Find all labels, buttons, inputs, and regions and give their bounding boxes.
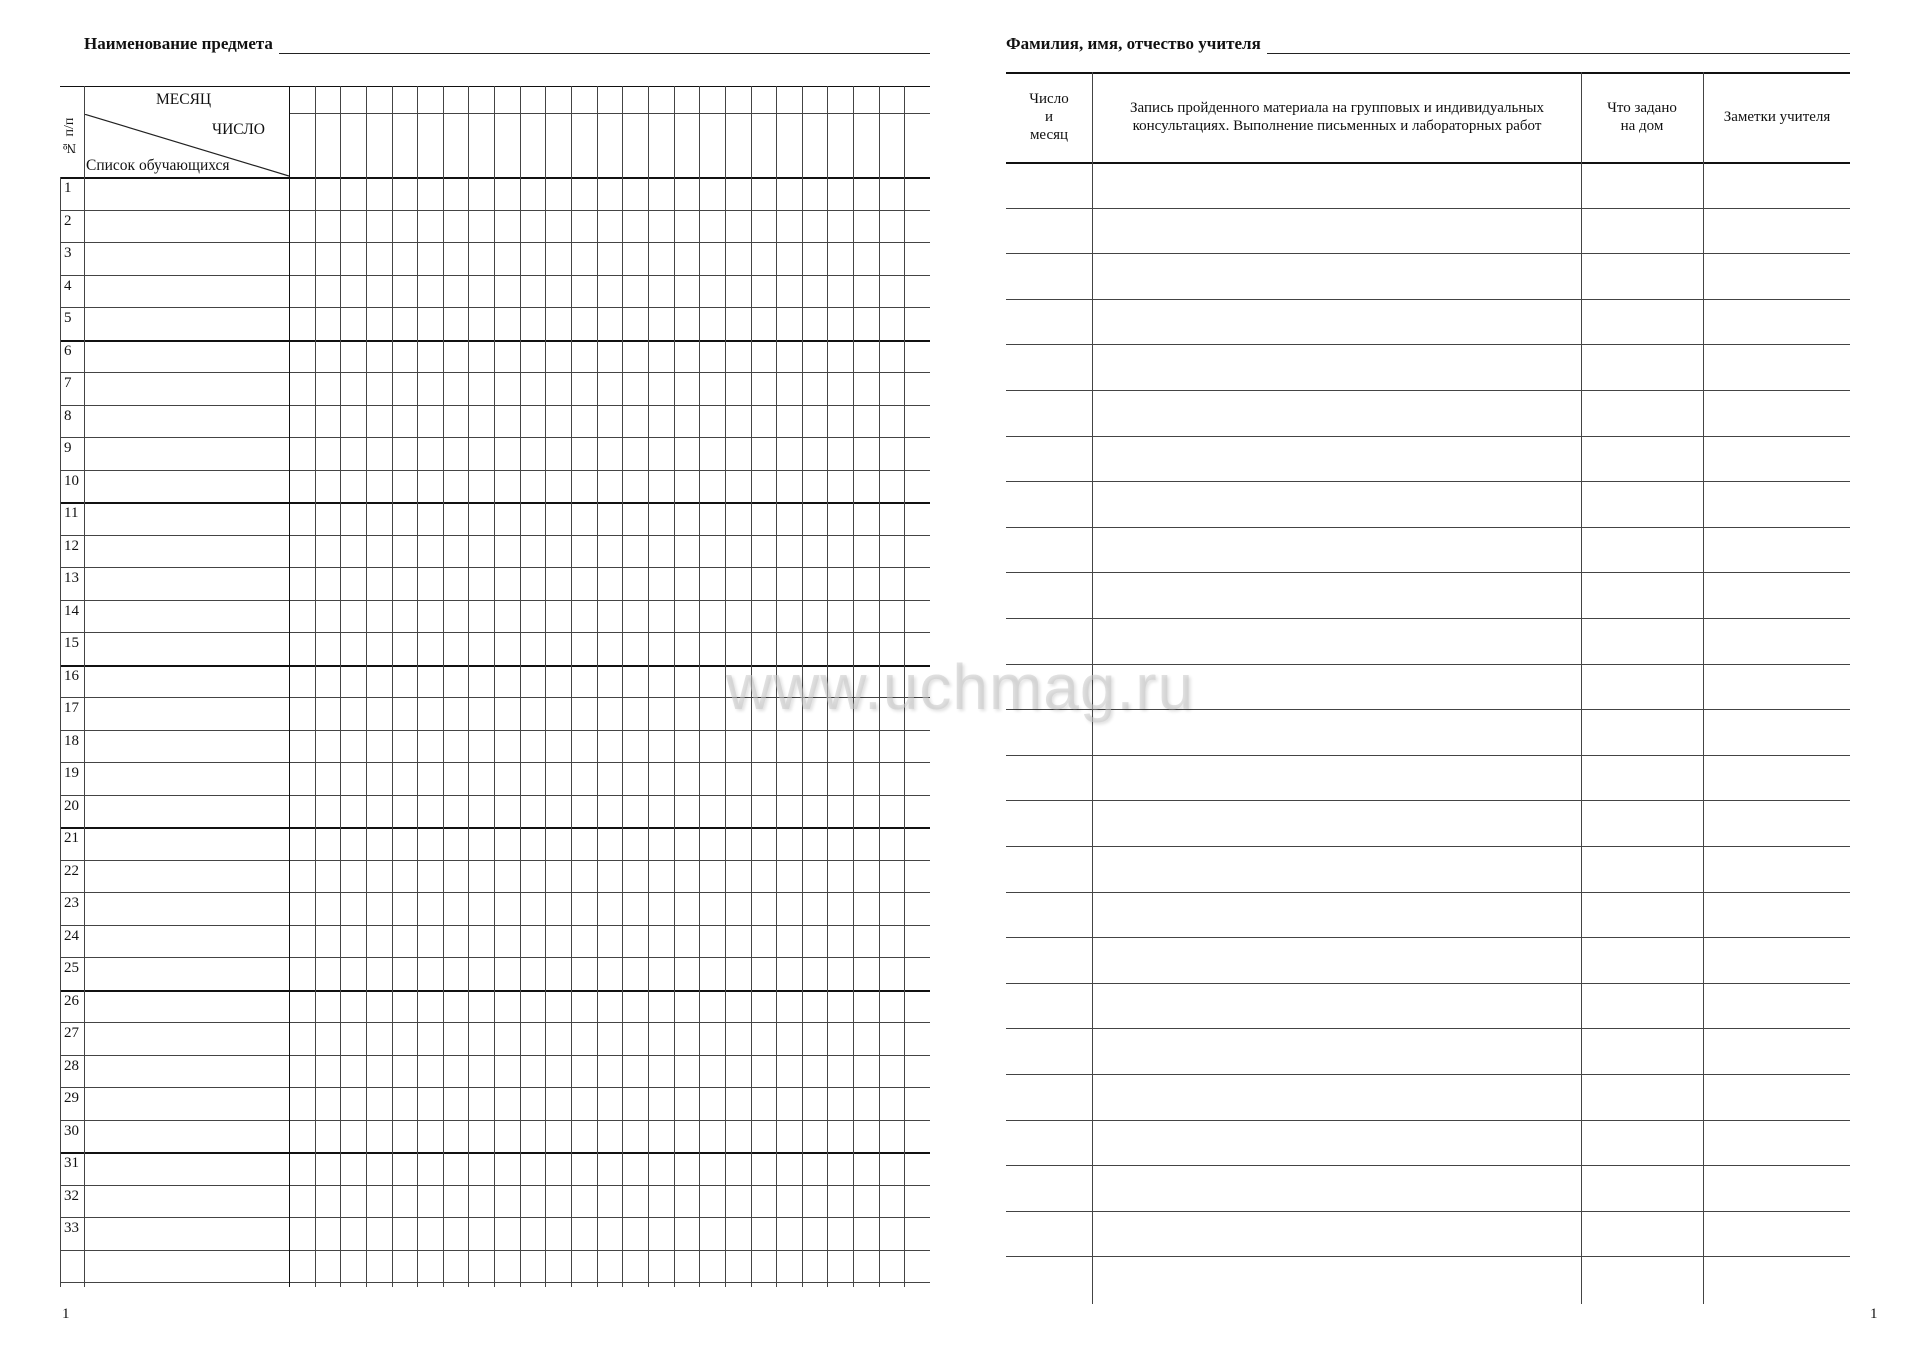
day-column-line	[392, 86, 393, 1287]
attendance-grid	[60, 86, 930, 1287]
record-row-line	[1006, 892, 1850, 893]
day-column-line	[648, 86, 649, 1287]
row-number: 8	[64, 407, 72, 424]
record-row-line	[1006, 800, 1850, 801]
row-number: 10	[64, 472, 79, 489]
month-row-divider	[289, 113, 930, 114]
day-header: ЧИСЛО	[212, 121, 265, 138]
row-number: 2	[64, 212, 72, 229]
subject-heading	[84, 34, 930, 54]
day-column-line	[904, 86, 905, 1287]
material-column-header: Запись пройденного материала на групповых и индивидуальных консультациях. Выполнение письменных и лабораторных работ	[1130, 100, 1544, 134]
record-row-line	[1006, 755, 1850, 756]
row-number: 25	[64, 960, 79, 976]
record-column-divider	[1581, 72, 1582, 1304]
day-column-line	[776, 86, 777, 1287]
day-column-line	[597, 86, 598, 1287]
row-number: 12	[64, 537, 79, 554]
day-column-line	[468, 86, 469, 1287]
number-column-divider	[84, 86, 85, 1287]
record-row-line	[1006, 344, 1850, 345]
month-header: МЕСЯЦ	[156, 91, 212, 108]
student-name-column-divider	[289, 86, 290, 1287]
date-column-header: Число и месяц	[1029, 91, 1069, 143]
record-row-line	[1006, 436, 1850, 437]
row-number: 11	[64, 505, 79, 521]
day-column-line	[571, 86, 572, 1287]
day-column-line	[751, 86, 752, 1287]
row-number: 15	[64, 635, 79, 651]
record-row-line	[1006, 208, 1850, 209]
row-number: 16	[64, 667, 79, 684]
day-column-line	[879, 86, 880, 1287]
row-number: 3	[64, 245, 72, 261]
day-column-line	[699, 86, 700, 1287]
row-number: 31	[64, 1155, 79, 1171]
lesson-record-table	[1006, 72, 1850, 1304]
homework-column-header: Что задано на дом	[1607, 100, 1677, 134]
student-list-header: Список обучающихся	[86, 157, 230, 174]
number-column-header: № п/п	[62, 117, 77, 155]
day-column-line	[417, 86, 418, 1287]
row-number: 5	[64, 310, 72, 326]
teacher-name-blank-line[interactable]	[1267, 36, 1850, 54]
record-row-line	[1006, 664, 1850, 665]
day-column-line	[853, 86, 854, 1287]
record-header-bottom-border	[1006, 162, 1850, 164]
row-number: 9	[64, 440, 72, 456]
day-column-line	[674, 86, 675, 1287]
row-number: 7	[64, 375, 72, 391]
record-row-line	[1006, 1256, 1850, 1257]
record-row-line	[1006, 1211, 1850, 1212]
record-row-line	[1006, 709, 1850, 710]
row-number: 1	[64, 180, 72, 196]
teacher-notes-column-header: Заметки учителя	[1723, 109, 1831, 125]
subject-label: Наименование предмета	[84, 34, 273, 53]
record-row-line	[1006, 937, 1850, 938]
row-number: 32	[64, 1187, 79, 1204]
right-page	[960, 0, 1920, 1357]
row-number: 24	[64, 927, 79, 944]
left-page-number: 1	[62, 1306, 70, 1322]
record-row-line	[1006, 299, 1850, 300]
subject-blank-line[interactable]	[279, 36, 930, 54]
record-row-line	[1006, 1120, 1850, 1121]
record-row-line	[1006, 846, 1850, 847]
row-number: 30	[64, 1122, 79, 1139]
row-number: 23	[64, 895, 79, 911]
row-number: 28	[64, 1057, 79, 1074]
day-column-line	[827, 86, 828, 1287]
row-number: 19	[64, 765, 79, 781]
row-number: 27	[64, 1025, 79, 1041]
record-column-divider	[1703, 72, 1704, 1304]
day-column-line	[545, 86, 546, 1287]
row-number: 14	[64, 602, 79, 619]
row-number: 29	[64, 1090, 79, 1106]
day-column-line	[520, 86, 521, 1287]
day-column-line	[802, 86, 803, 1287]
record-row-line	[1006, 1074, 1850, 1075]
row-number: 6	[64, 342, 72, 359]
record-row-line	[1006, 253, 1850, 254]
day-column-line	[443, 86, 444, 1287]
right-page-number: 1	[1870, 1306, 1878, 1322]
day-column-line	[725, 86, 726, 1287]
day-column-line	[340, 86, 341, 1287]
record-row-line	[1006, 527, 1850, 528]
row-number: 18	[64, 732, 79, 749]
teacher-name-label: Фамилия, имя, отчество учителя	[1006, 34, 1261, 53]
row-number: 21	[64, 830, 79, 846]
record-column-divider	[1092, 72, 1093, 1304]
row-number: 20	[64, 797, 79, 814]
record-top-border	[1006, 72, 1850, 74]
header-diagonal-line	[84, 114, 289, 178]
row-number: 33	[64, 1220, 79, 1236]
row-number: 17	[64, 700, 79, 716]
row-number: 13	[64, 570, 79, 586]
teacher-name-heading	[1006, 34, 1850, 54]
number-column-left-border	[60, 177, 61, 1287]
day-column-line	[622, 86, 623, 1287]
record-row-line	[1006, 481, 1850, 482]
row-number: 22	[64, 862, 79, 879]
day-column-line	[494, 86, 495, 1287]
record-row-line	[1006, 618, 1850, 619]
record-row-line	[1006, 572, 1850, 573]
day-column-line	[315, 86, 316, 1287]
record-row-line	[1006, 390, 1850, 391]
record-row-line	[1006, 1165, 1850, 1166]
row-number: 26	[64, 992, 79, 1009]
day-column-line	[366, 86, 367, 1287]
record-row-line	[1006, 1028, 1850, 1029]
record-row-line	[1006, 983, 1850, 984]
row-number: 4	[64, 277, 72, 294]
watermark-text: www.uchmag.ru	[725, 651, 1195, 723]
